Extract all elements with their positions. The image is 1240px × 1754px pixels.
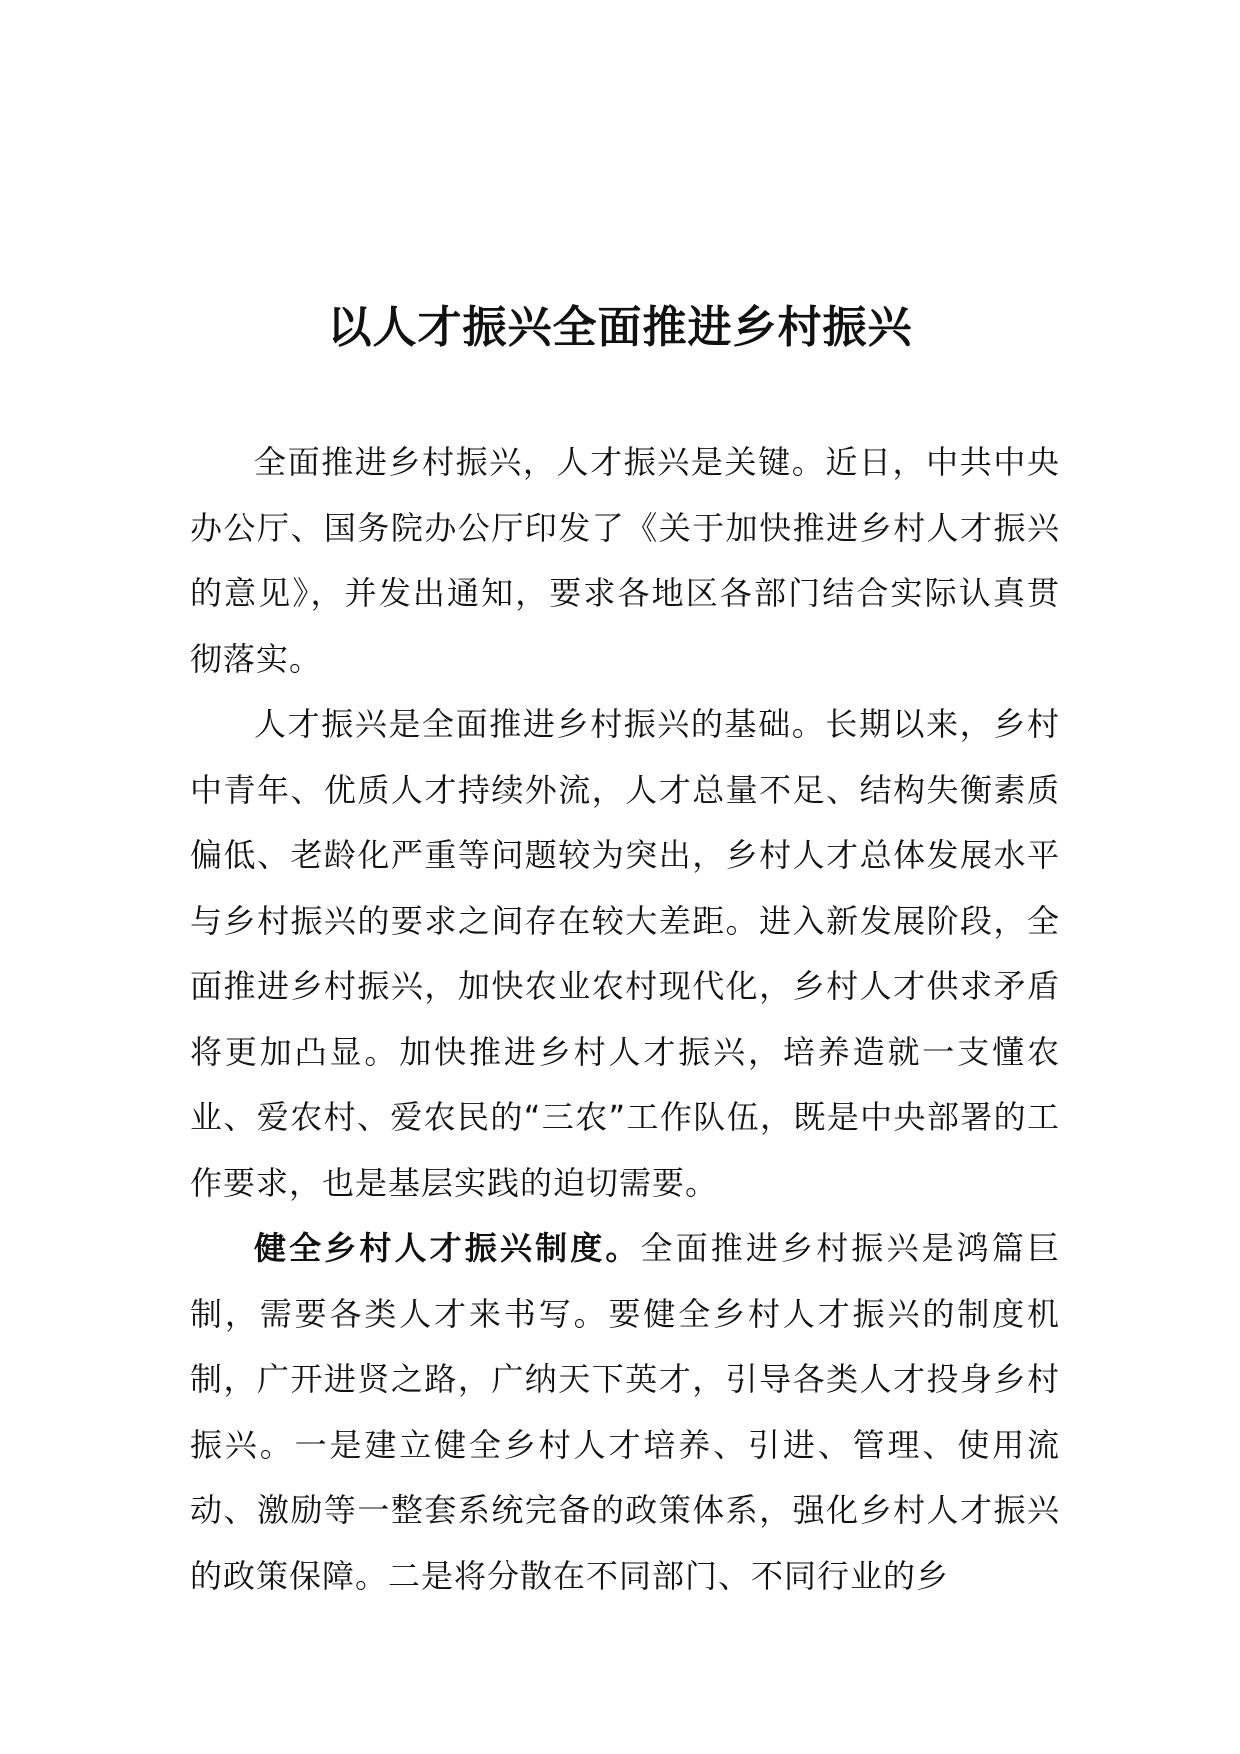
paragraph-3-text: 全面推进乡村振兴是鸿篇巨制，需要各类人才来书写。要健全乡村人才振兴的制度机制，广开进贤之路，广纳天下英才，引导各类人才投身乡村振兴。一是建立健全乡村人才培养、引进、管理、使用流动、激励等一整套系统完备的政策体系，强化乡村人才振兴的政策保障。二是将分散在不同部门、不同行业的乡 — [190, 1229, 1060, 1595]
paragraph-3-lead: 健全乡村人才振兴制度。 — [254, 1229, 641, 1267]
paragraph-2-text: 人才振兴是全面推进乡村振兴的基础。长期以来，乡村中青年、优质人才持续外流，人才总量不足、结构失衡素质偏低、老龄化严重等问题较为突出，乡村人才总体发展水平与乡村振兴的要求之间存在较大差距。进入新发展阶段，全面推进乡村振兴，加快农业农村现代化，乡村人才供求矛盾将更加凸显。加快推进乡村人才振兴，培养造就一支懂农业、爱农村、爱农民的“三农”工作队伍，既是中央部署的工作要求，也是基层实践的迫切需要。 — [190, 705, 1060, 1202]
paragraph-1 — [190, 430, 1060, 692]
document-title: 以人才振兴全面推进乡村振兴 — [327, 302, 913, 353]
paragraph-1-text: 全面推进乡村振兴，人才振兴是关键。近日，中共中央办公厅、国务院办公厅印发了《关于加快推进乡村人才振兴的意见》，并发出通知，要求各地区各部门结合实际认真贯彻落实。 — [190, 443, 1060, 678]
paragraph-3 — [190, 1216, 1060, 1609]
paragraph-2 — [190, 692, 1060, 1216]
document-body — [190, 430, 1060, 1609]
